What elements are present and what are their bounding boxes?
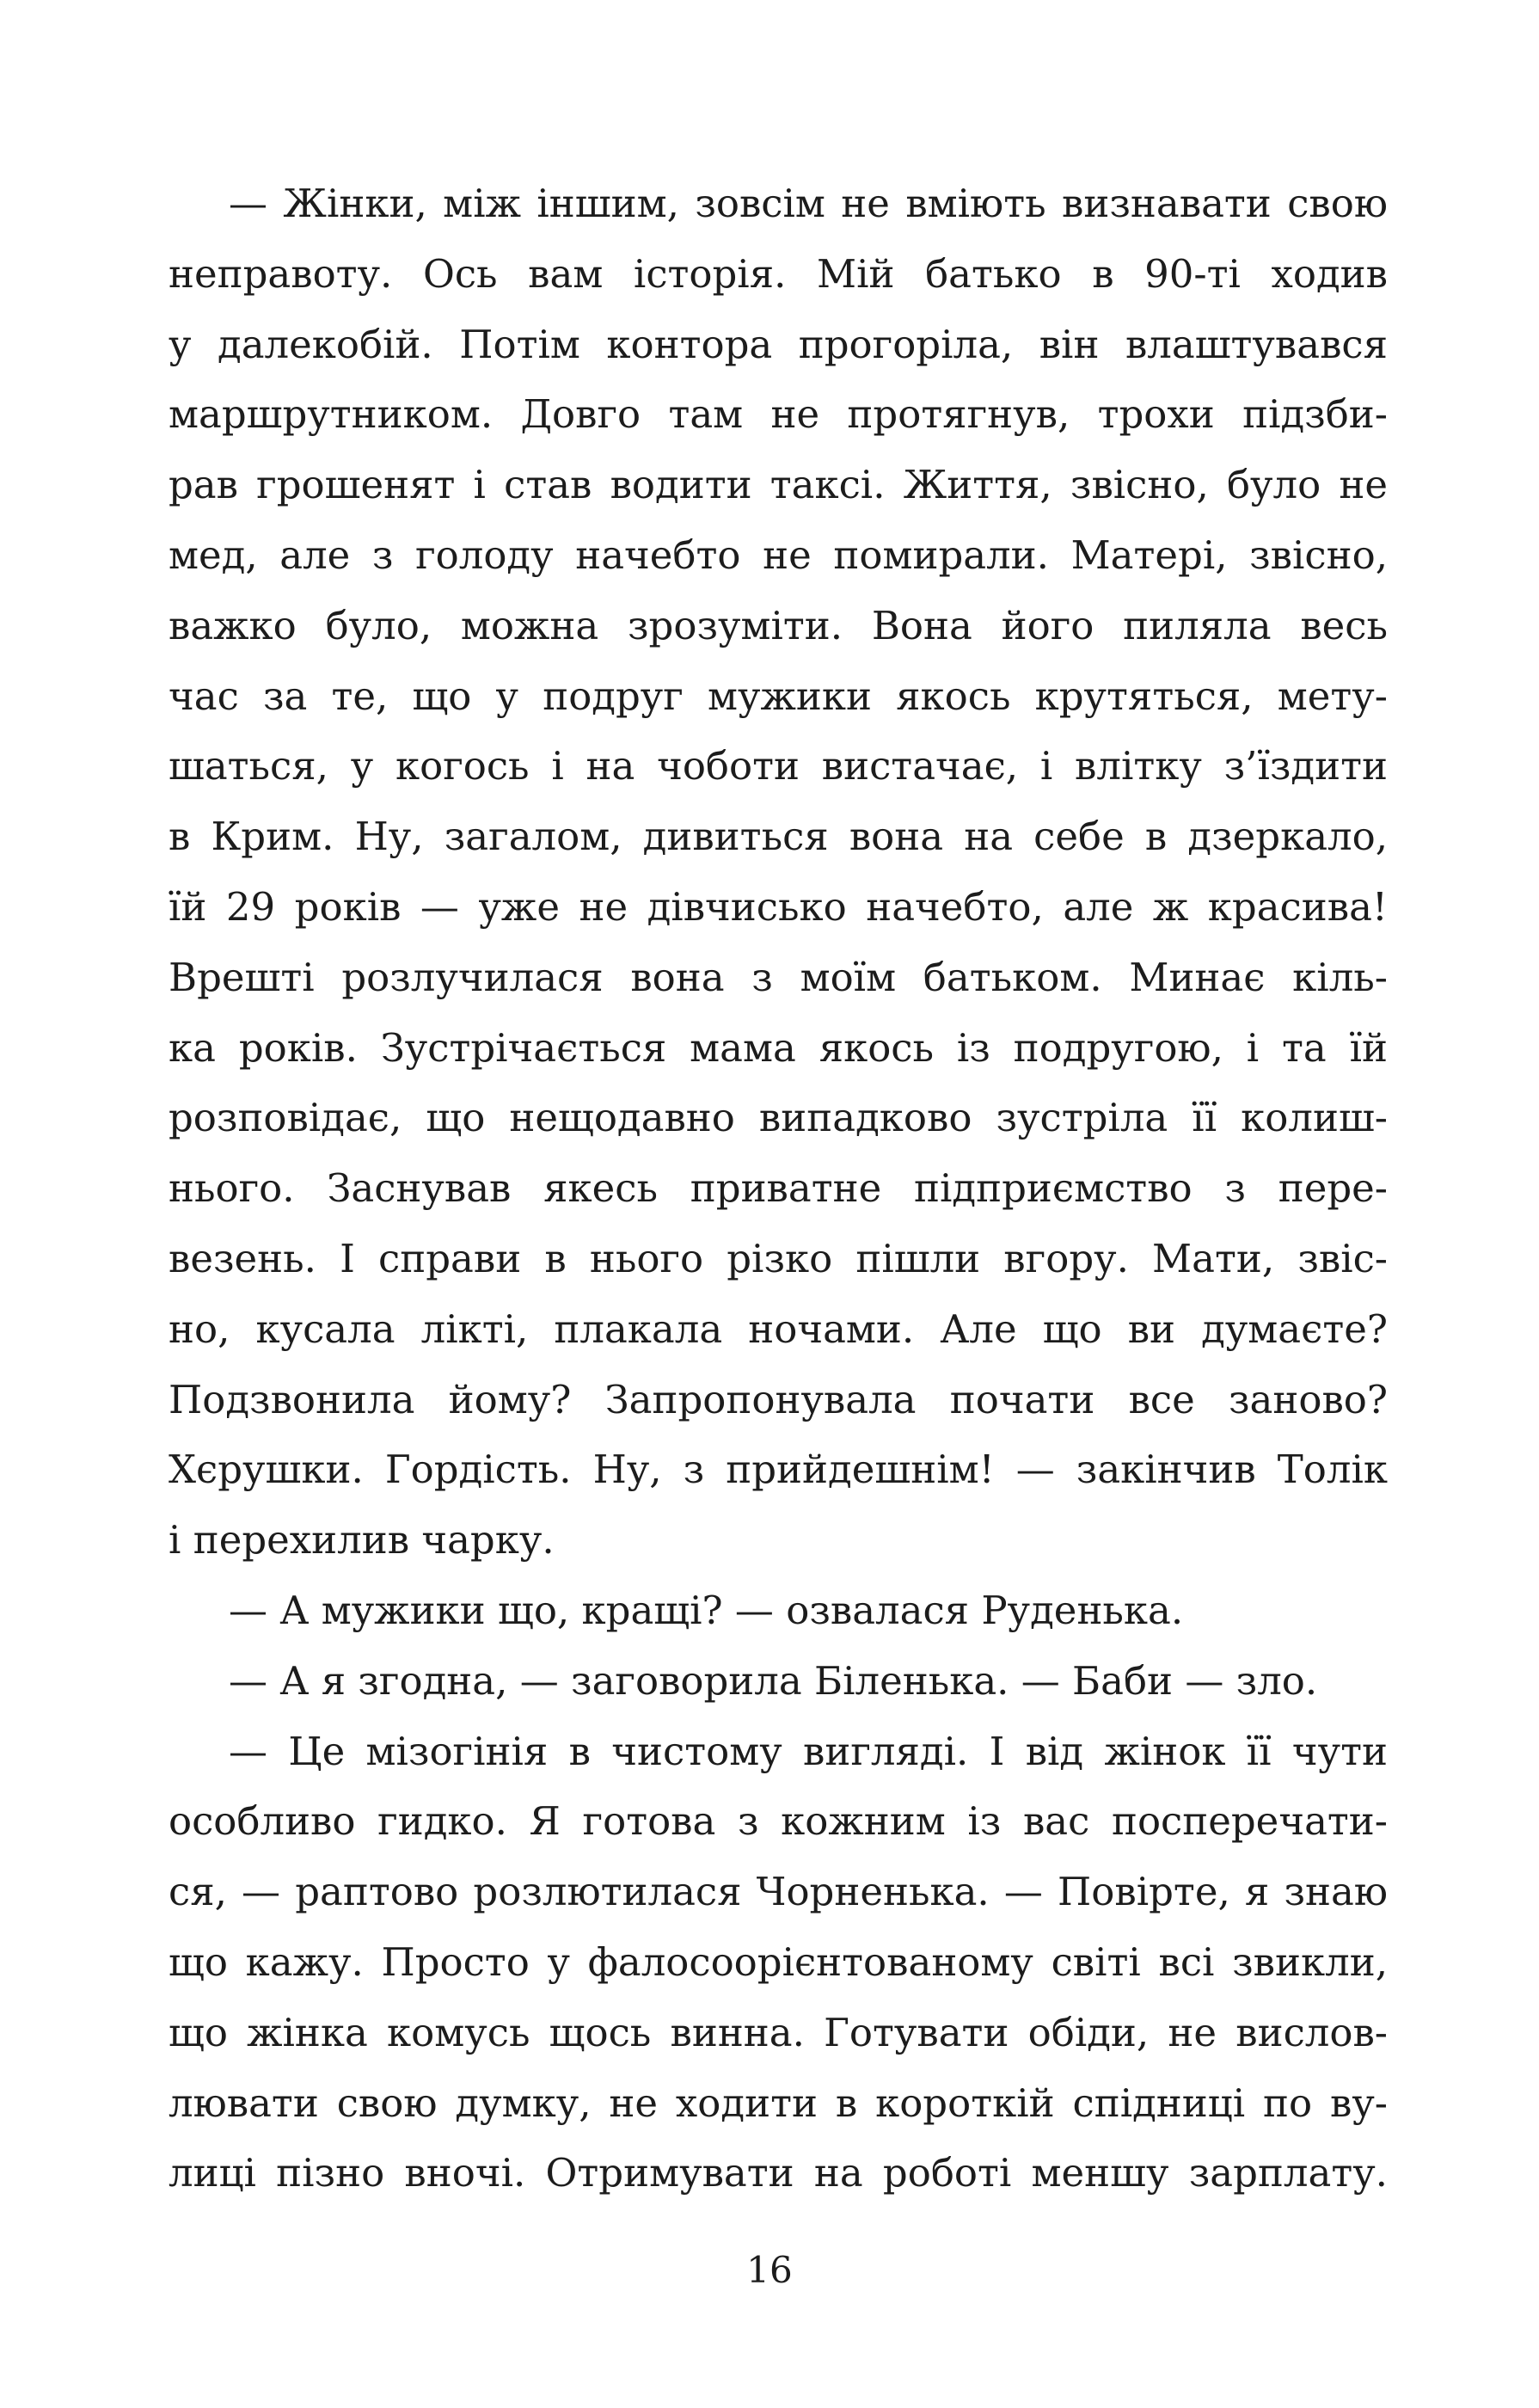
text-line: — А мужики що, кращі? — озвалася Руденька. <box>229 1587 1184 1633</box>
text-line: і перехилив чарку. <box>169 1517 555 1563</box>
text-line: їй 29 років — уже не дівчисько начебто, але ж красива! <box>169 883 1388 930</box>
paragraph <box>169 1646 1388 1717</box>
text-line: лювати свою думку, не ходити в короткій спідниці по ву- <box>169 2079 1388 2126</box>
text-line: ся, — раптово розлютилася Чорненька. — Повірте, я знаю <box>169 1869 1388 1915</box>
text-line: — Це мізогінія в чистому вигляді. І від жінок її чути <box>229 1728 1388 1774</box>
text-line: мед, але з голоду начебто не помирали. Матері, звісно, <box>169 531 1388 578</box>
paragraph <box>169 1576 1388 1646</box>
text-line: Подзвонила йому? Запропонувала почати все заново? <box>169 1376 1388 1422</box>
text-line: но, кусала лікті, плакала ночами. Але що ви думаєте? <box>169 1305 1388 1352</box>
text-line: везень. І справи в нього різко пішли вгору. Мати, звіс- <box>169 1235 1388 1281</box>
paragraph <box>169 1717 1388 2209</box>
text-line: лиці пізно вночі. Отримувати на роботі меншу зарплату. <box>169 2150 1388 2196</box>
text-line: ка років. Зустрічається мама якось із подругою, і та їй <box>169 1024 1388 1071</box>
text-line: Хєрушки. Гордість. Ну, з прийдешнім! — закінчив Толік <box>169 1447 1388 1493</box>
text-line: в Крим. Ну, загалом, дивиться вона на себе в дзеркало, <box>169 814 1388 860</box>
text-line: розповідає, що нещодавно випадково зустріла її колиш- <box>169 1095 1388 1141</box>
text-line: шаться, у когось і на чоботи вистачає, і влітку з’їздити <box>169 743 1388 789</box>
text-line: рав грошенят і став водити таксі. Життя, звісно, було не <box>169 462 1388 508</box>
text-line: час за те, що у подруг мужики якось крутяться, мету- <box>169 673 1388 719</box>
text-line: у далекобій. Потім контора прогоріла, він влаштувався <box>169 321 1388 367</box>
text-line: — А я згодна, — заговорила Біленька. — Баби — зло. <box>229 1657 1318 1704</box>
text-line: нього. Заснував якесь приватне підприємство з пере- <box>169 1165 1388 1212</box>
text-line: неправоту. Ось вам історія. Мій батько в 90-ті ходив <box>169 250 1388 297</box>
text-line: важко було, можна зрозуміти. Вона його пиляла весь <box>169 602 1388 648</box>
text-line: особливо гидко. Я готова з кожним із вас посперечати- <box>169 1798 1388 1845</box>
text-line: — Жінки, між іншим, зовсім не вміють визнавати свою <box>229 181 1388 226</box>
text-line: маршрутником. Довго там не протягнув, трохи підзби- <box>169 391 1388 438</box>
text-line: що жінка комусь щось винна. Готувати обіди, не вислов- <box>169 2009 1388 2055</box>
paragraph <box>169 169 1388 1576</box>
text-line: Врешті розлучилася вона з моїм батьком. Минає кіль- <box>169 954 1388 1000</box>
body-text <box>169 169 1388 2208</box>
text-line: що кажу. Просто у фалосоорієнтованому світі всі звикли, <box>169 1938 1388 1985</box>
page-number: 16 <box>746 2249 793 2291</box>
